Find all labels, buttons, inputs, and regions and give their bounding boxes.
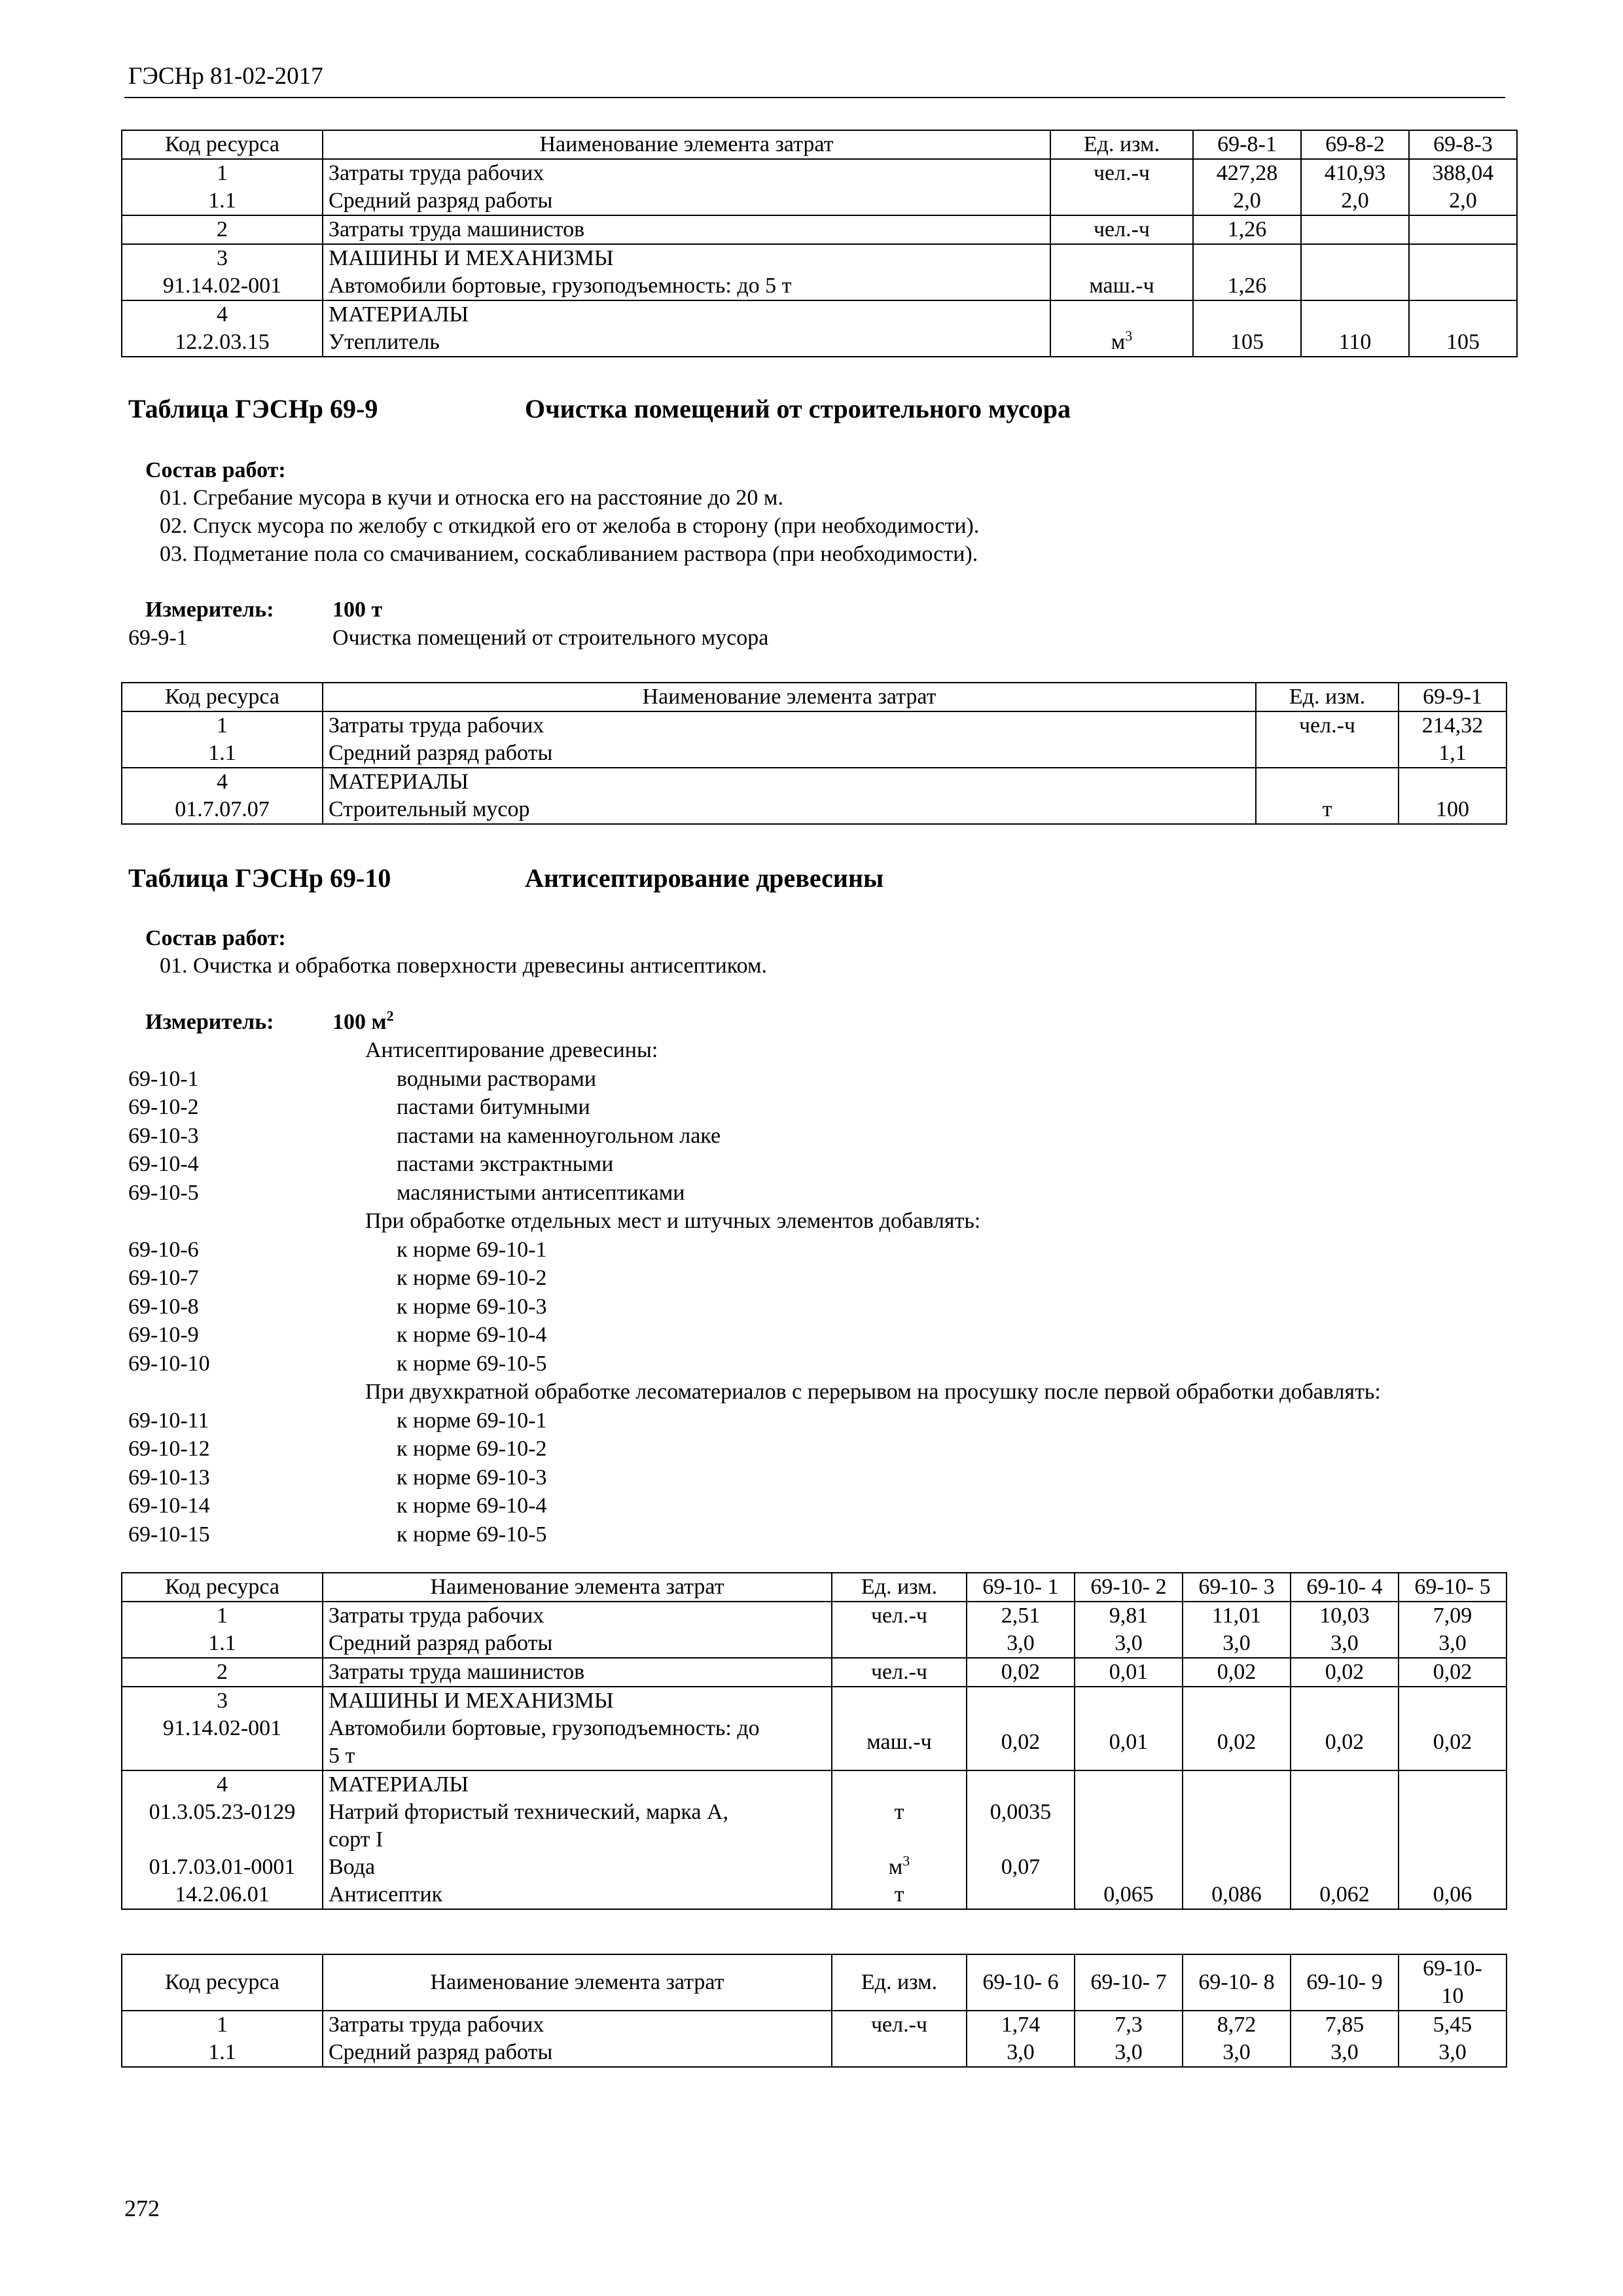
resource-unit: чел.-ч — [1050, 159, 1193, 187]
list-item: 69-10-6 к норме 69-10-1 — [128, 1237, 547, 1262]
value-cell: 105 — [1409, 329, 1517, 357]
table-row — [122, 300, 1517, 329]
value-cell — [967, 1687, 1075, 1715]
norm-name: Очистка помещений от строительного мусора — [332, 626, 769, 650]
list-item: 69-10-8 к норме 69-10-3 — [128, 1294, 547, 1319]
value-cell: 3,0 — [1075, 1630, 1183, 1658]
table-name: Очистка помещений от строительного мусора — [525, 394, 1071, 423]
col-header: 69-10- 7 — [1075, 1954, 1183, 2011]
value-cell — [1075, 1770, 1183, 1799]
resource-code: 1 — [122, 711, 323, 740]
value-cell: 7,85 — [1291, 2011, 1399, 2039]
resource-name: Вода — [323, 1854, 832, 1881]
table-row — [122, 1770, 1507, 1799]
value-cell — [1301, 215, 1409, 244]
value-cell — [1301, 272, 1409, 300]
resource-name: Затраты труда машинистов — [323, 1658, 832, 1687]
value-cell: 1,26 — [1193, 272, 1301, 300]
list-heading: При двухкратной обработке лесоматериалов с перерывом на просушку после первой обработки добавлять: — [365, 1380, 1381, 1404]
table-header-row — [122, 130, 1517, 159]
value-cell — [1409, 300, 1517, 329]
col-header: Ед. изм. — [832, 1573, 967, 1602]
resource-name: Строительный мусор — [323, 796, 1256, 824]
value-cell: 3,0 — [1291, 2039, 1399, 2067]
value-cell: 1,26 — [1193, 215, 1301, 244]
value-cell: 0,02 — [1291, 1715, 1399, 1770]
resource-table-69-10-b — [121, 1954, 1507, 2068]
resource-code: 1.1 — [122, 740, 323, 768]
col-header: 69-10- 9 — [1291, 1954, 1399, 2011]
table-row — [122, 215, 1517, 244]
resource-unit: $м^3$ — [1050, 329, 1193, 357]
resource-code: 1 — [122, 159, 323, 187]
col-header: Ед. изм. — [832, 1954, 967, 2011]
table-row — [122, 272, 1517, 300]
resource-code: 91.14.02-001 — [122, 272, 323, 300]
resource-code: 1 — [122, 2011, 323, 2039]
col-header: Код ресурса — [122, 1954, 323, 2011]
value-cell: 3,0 — [1075, 2039, 1183, 2067]
value-cell: 5,45 — [1399, 2011, 1507, 2039]
list-item: 69-10-3 пастами на каменноугольном лаке — [128, 1123, 721, 1148]
value-cell: 2,51 — [967, 1602, 1075, 1630]
resource-name: Средний разряд работы — [323, 187, 1050, 215]
resource-name: Средний разряд работы — [323, 2039, 832, 2067]
resource-code: 12.2.03.15 — [122, 329, 323, 357]
value-cell — [1409, 215, 1517, 244]
value-cell — [1193, 244, 1301, 272]
resource-name: МАТЕРИАЛЫ — [323, 768, 1256, 796]
col-header: 69-10- 10 — [1399, 1954, 1507, 2011]
value-cell: 0,02 — [1291, 1658, 1399, 1687]
resource-code: 2 — [122, 215, 323, 244]
value-cell — [1399, 1687, 1507, 1715]
table-row — [122, 159, 1517, 187]
value-cell — [1193, 300, 1301, 329]
value-cell: 2,0 — [1301, 187, 1409, 215]
value-cell: 7,3 — [1075, 2011, 1183, 2039]
value-cell: 2,0 — [1193, 187, 1301, 215]
value-cell — [1399, 768, 1507, 796]
value-cell: 0,02 — [1183, 1658, 1291, 1687]
value-cell: 427,28 — [1193, 159, 1301, 187]
resource-name: Затраты труда машинистов — [323, 215, 1050, 244]
col-header: Ед. изм. — [1050, 130, 1193, 159]
resource-table-69-9 — [121, 682, 1507, 825]
col-header: 69-8-1 — [1193, 130, 1301, 159]
table-row — [122, 1881, 1507, 1909]
resource-code: 4 — [122, 300, 323, 329]
resource-code: 4 — [122, 768, 323, 796]
value-cell — [1183, 1770, 1291, 1799]
col-header: 69-10- 8 — [1183, 1954, 1291, 2011]
table-row — [122, 1799, 1507, 1854]
value-cell: 7,09 — [1399, 1602, 1507, 1630]
value-cell: 410,93 — [1301, 159, 1409, 187]
resource-name: Антисептик — [323, 1881, 832, 1909]
resource-name: Средний разряд работы — [323, 1630, 832, 1658]
composition-label: Состав работ: — [145, 926, 286, 950]
resource-code: 91.14.02-001 — [122, 1715, 323, 1770]
resource-name: Натрий фтористый технический, марка А, сорт I — [323, 1799, 832, 1854]
value-cell — [1183, 1799, 1291, 1854]
value-cell: 3,0 — [1183, 2039, 1291, 2067]
value-cell: 9,81 — [1075, 1602, 1183, 1630]
norm-list — [128, 1038, 1503, 1551]
resource-unit — [1256, 740, 1399, 768]
value-cell: 0,086 — [1183, 1881, 1291, 1909]
table-row — [122, 1854, 1507, 1881]
document-header: ГЭСНр 81-02-2017 — [128, 63, 323, 90]
norm-code: 69-9-1 — [128, 626, 188, 650]
value-cell — [1183, 1854, 1291, 1881]
resource-code: 3 — [122, 244, 323, 272]
col-header: Наименование элемента затрат — [323, 683, 1256, 711]
value-cell — [1075, 1799, 1183, 1854]
resource-unit — [832, 2039, 967, 2067]
value-cell: 388,04 — [1409, 159, 1517, 187]
page-number: 272 — [124, 2195, 160, 2221]
resource-unit: т — [1256, 796, 1399, 824]
resource-unit: чел.-ч — [832, 2011, 967, 2039]
resource-unit — [832, 1630, 967, 1658]
value-cell: 10,03 — [1291, 1602, 1399, 1630]
resource-unit: чел.-ч — [1256, 711, 1399, 740]
work-item: 01. Сгребание мусора в кучи и относка его на расстояние до 20 м. — [160, 486, 783, 510]
resource-unit — [1050, 300, 1193, 329]
table-row — [122, 1687, 1507, 1715]
value-cell: 0,02 — [1399, 1658, 1507, 1687]
value-cell — [1291, 1854, 1399, 1881]
value-cell — [1399, 1770, 1507, 1799]
table-row — [122, 740, 1507, 768]
resource-unit — [1050, 244, 1193, 272]
table-header-row — [122, 1954, 1507, 2011]
resource-name: Автомобили бортовые, грузоподъемность: до 5 т — [323, 272, 1050, 300]
list-item: 69-10-15 к норме 69-10-5 — [128, 1522, 547, 1547]
work-item: 02. Спуск мусора по желобу с откидкой его от желоба в сторону (при необходимости). — [160, 514, 980, 538]
list-item: 69-10-9 к норме 69-10-4 — [128, 1323, 547, 1347]
resource-name: МАТЕРИАЛЫ — [323, 300, 1050, 329]
col-header: 69-10- 6 — [967, 1954, 1075, 2011]
col-header: 69-10- 1 — [967, 1573, 1075, 1602]
value-cell — [1399, 1799, 1507, 1854]
list-heading: При обработке отдельных мест и штучных элементов добавлять: — [365, 1209, 981, 1233]
col-header: 69-10- 4 — [1291, 1573, 1399, 1602]
col-header: Ед. изм. — [1256, 683, 1399, 711]
value-cell: 3,0 — [967, 1630, 1075, 1658]
col-header: 69-10- 3 — [1183, 1573, 1291, 1602]
work-item: 03. Подметание пола со смачиванием, соскабливанием раствора (при необходимости). — [160, 542, 978, 566]
value-cell — [1075, 1854, 1183, 1881]
value-cell — [1291, 1770, 1399, 1799]
value-cell: 0,02 — [1183, 1715, 1291, 1770]
value-cell: 0,06 — [1399, 1881, 1507, 1909]
list-item: 69-10-14 к норме 69-10-4 — [128, 1494, 547, 1518]
col-header: Наименование элемента затрат — [323, 1573, 832, 1602]
col-header: Код ресурса — [122, 130, 323, 159]
list-item: 69-10-4 пастами экстрактными — [128, 1152, 614, 1176]
table-row — [122, 768, 1507, 796]
list-item: 69-10-7 к норме 69-10-2 — [128, 1266, 547, 1290]
resource-name: Утеплитель — [323, 329, 1050, 357]
meter-label: Измеритель: — [145, 1010, 274, 1034]
resource-code: 3 — [122, 1687, 323, 1715]
list-item: 69-10-10 к норме 69-10-5 — [128, 1351, 547, 1376]
table-row — [122, 1630, 1507, 1658]
value-cell: 110 — [1301, 329, 1409, 357]
col-header: 69-10- 2 — [1075, 1573, 1183, 1602]
table-row — [122, 1715, 1507, 1770]
value-cell: 0,065 — [1075, 1881, 1183, 1909]
resource-name: Затраты труда рабочих — [323, 159, 1050, 187]
work-item: 01. Очистка и обработка поверхности древесины антисептиком. — [160, 954, 767, 978]
value-cell: 0,02 — [967, 1715, 1075, 1770]
resource-unit: $м^3$ — [832, 1854, 967, 1881]
table-row — [122, 187, 1517, 215]
value-cell: 214,32 — [1399, 711, 1507, 740]
table-number: Таблица ГЭСНр 69-10 — [128, 863, 391, 893]
table-row — [122, 2011, 1507, 2039]
list-heading: Антисептирование древесины: — [365, 1038, 658, 1062]
resource-code: 14.2.06.01 — [122, 1881, 323, 1909]
resource-unit: чел.-ч — [832, 1602, 967, 1630]
value-cell — [1291, 1799, 1399, 1854]
value-cell: 0,0035 — [967, 1799, 1075, 1854]
meter-label: Измеритель: — [145, 598, 274, 622]
value-cell: 0,02 — [967, 1658, 1075, 1687]
resource-name: Затраты труда рабочих — [323, 1602, 832, 1630]
table-row — [122, 2039, 1507, 2067]
value-cell: 0,062 — [1291, 1881, 1399, 1909]
value-cell — [1301, 244, 1409, 272]
resource-unit — [832, 1687, 967, 1715]
col-header: Код ресурса — [122, 1573, 323, 1602]
col-header: 69-10- 5 — [1399, 1573, 1507, 1602]
table-header-row — [122, 1573, 1507, 1602]
value-cell — [1409, 272, 1517, 300]
resource-name: Затраты труда рабочих — [323, 711, 1256, 740]
value-cell — [1301, 300, 1409, 329]
value-cell — [967, 1881, 1075, 1909]
value-cell — [1399, 1854, 1507, 1881]
resource-name: МАТЕРИАЛЫ — [323, 1770, 832, 1799]
value-cell — [967, 1770, 1075, 1799]
col-header: Наименование элемента затрат — [323, 1954, 832, 2011]
value-cell: 3,0 — [1399, 2039, 1507, 2067]
table-number: Таблица ГЭСНр 69-9 — [128, 394, 378, 423]
value-cell: 0,07 — [967, 1854, 1075, 1881]
value-cell: 0,02 — [1399, 1715, 1507, 1770]
table-name: Антисептирование древесины — [525, 863, 884, 893]
resource-code: 1.1 — [122, 2039, 323, 2067]
resource-unit: т — [832, 1799, 967, 1854]
list-item: 69-10-11 к норме 69-10-1 — [128, 1408, 547, 1433]
resource-code: 01.7.03.01-0001 — [122, 1854, 323, 1881]
resource-unit: маш.-ч — [832, 1715, 967, 1770]
value-cell — [1409, 244, 1517, 272]
list-item: 69-10-12 к норме 69-10-2 — [128, 1437, 547, 1461]
value-cell — [1075, 1687, 1183, 1715]
resource-unit: чел.-ч — [1050, 215, 1193, 244]
resource-name: Затраты труда рабочих — [323, 2011, 832, 2039]
table-row — [122, 1658, 1507, 1687]
table-row — [122, 329, 1517, 357]
value-cell: 3,0 — [1291, 1630, 1399, 1658]
value-cell: 0,01 — [1075, 1658, 1183, 1687]
value-cell — [1291, 1687, 1399, 1715]
resource-table-69-10-a — [121, 1572, 1507, 1910]
value-cell: 3,0 — [967, 2039, 1075, 2067]
resource-code: 01.7.07.07 — [122, 796, 323, 824]
value-cell: 11,01 — [1183, 1602, 1291, 1630]
value-cell: 1,1 — [1399, 740, 1507, 768]
table-row — [122, 796, 1507, 824]
resource-code: 2 — [122, 1658, 323, 1687]
table-row — [122, 1602, 1507, 1630]
resource-code: 4 — [122, 1770, 323, 1799]
value-cell: 0,01 — [1075, 1715, 1183, 1770]
resource-name: Автомобили бортовые, грузоподъемность: до 5 т — [323, 1715, 832, 1770]
resource-code: 1 — [122, 1602, 323, 1630]
col-header: Наименование элемента затрат — [323, 130, 1050, 159]
meter-value: 100 $м^2$ — [332, 1007, 394, 1034]
composition-label: Состав работ: — [145, 458, 286, 482]
list-item: 69-10-13 к норме 69-10-3 — [128, 1465, 547, 1490]
value-cell — [1183, 1687, 1291, 1715]
list-item: 69-10-2 пастами битумными — [128, 1095, 590, 1119]
resource-unit: чел.-ч — [832, 1658, 967, 1687]
table-row — [122, 711, 1507, 740]
value-cell: 1,74 — [967, 2011, 1075, 2039]
resource-table-69-8 — [121, 130, 1518, 357]
list-item: 69-10-1 водными растворами — [128, 1066, 597, 1091]
resource-name: МАШИНЫ И МЕХАНИЗМЫ — [323, 1687, 832, 1715]
resource-unit — [1050, 187, 1193, 215]
table-row — [122, 244, 1517, 272]
resource-name: МАШИНЫ И МЕХАНИЗМЫ — [323, 244, 1050, 272]
col-header: Код ресурса — [122, 683, 323, 711]
header-rule — [124, 97, 1505, 98]
resource-name: Средний разряд работы — [323, 740, 1256, 768]
meter-value: 100 т — [332, 598, 383, 622]
value-cell: 105 — [1193, 329, 1301, 357]
resource-code: 01.3.05.23-0129 — [122, 1799, 323, 1854]
list-item: 69-10-5 маслянистыми антисептиками — [128, 1180, 685, 1205]
resource-unit — [1256, 768, 1399, 796]
resource-code: 1.1 — [122, 187, 323, 215]
value-cell: 3,0 — [1183, 1630, 1291, 1658]
resource-unit: т — [832, 1881, 967, 1909]
value-cell: 100 — [1399, 796, 1507, 824]
table-header-row — [122, 683, 1507, 711]
value-cell: 3,0 — [1399, 1630, 1507, 1658]
value-cell: 2,0 — [1409, 187, 1517, 215]
col-header: 69-9-1 — [1399, 683, 1507, 711]
value-cell: 8,72 — [1183, 2011, 1291, 2039]
resource-unit — [832, 1770, 967, 1799]
col-header: 69-8-2 — [1301, 130, 1409, 159]
col-header: 69-8-3 — [1409, 130, 1517, 159]
resource-unit: маш.-ч — [1050, 272, 1193, 300]
resource-code: 1.1 — [122, 1630, 323, 1658]
